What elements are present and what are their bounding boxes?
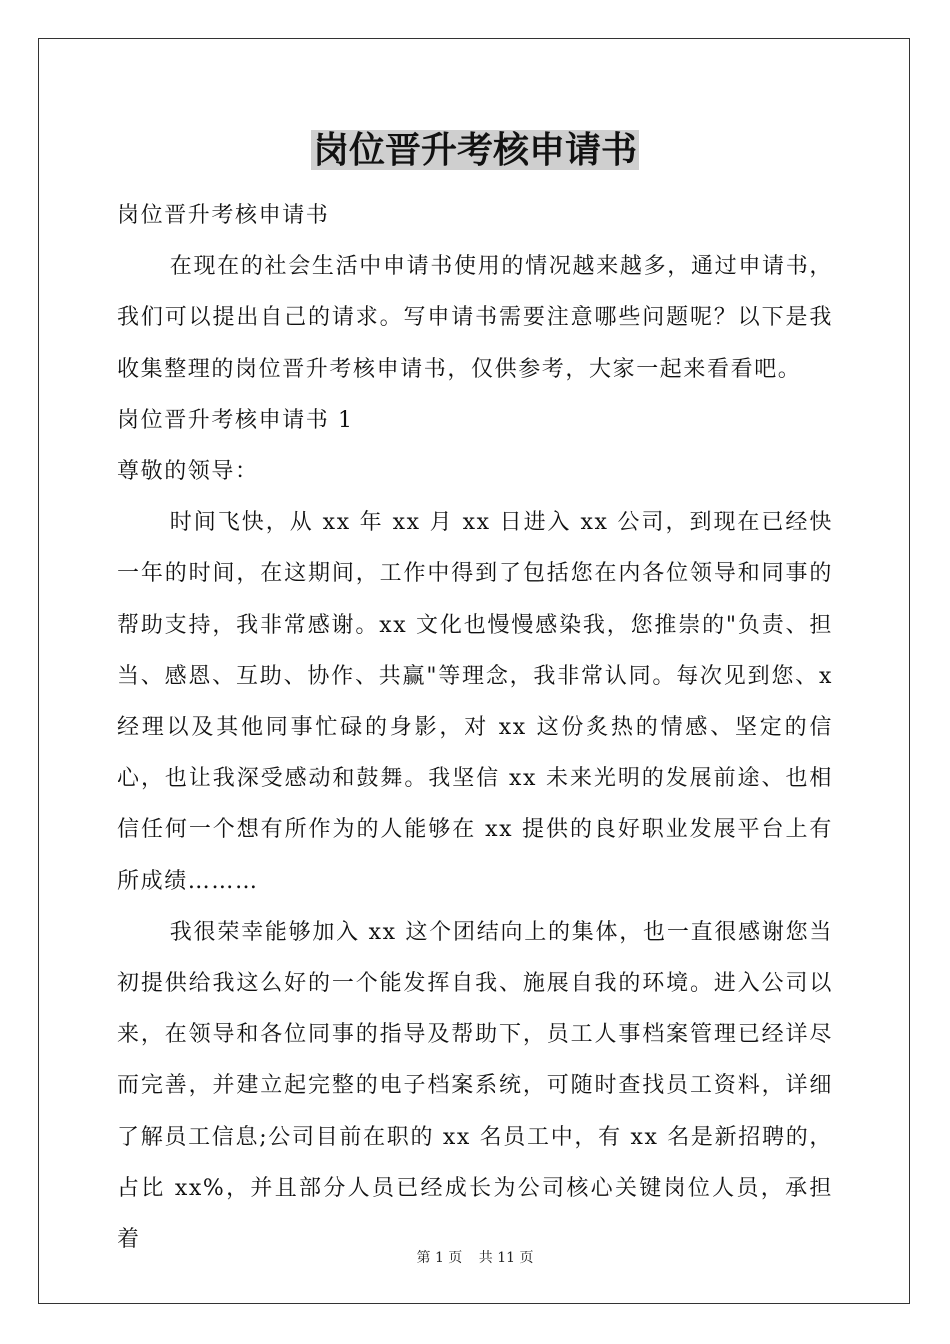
paragraph-body-1: 时间飞快，从 xx 年 xx 月 xx 日进入 xx 公司，到现在已经快一年的时间，在这期间，工作中得到了包括您在内各位领导和同事的帮助支持，我非常感谢。xx 文化也慢慢感染我，您推崇的"负责、担当、感恩、互助、协作、共赢"等理念，我非常认同。每次见到您、x 经理以及其他同事忙碌的身影，对 xx 这份炙热的情感、坚定的信心，也让我深受感动和鼓舞。我坚信 xx 未来光明的发展前途、也相信任何一个想有所作为的人能够在 xx 提供的良好职业发展平台上有所成绩……… <box>117 510 833 894</box>
document-body <box>117 120 833 1265</box>
paragraph-intro: 在现在的社会生活中申请书使用的情况越来越多，通过申请书，我们可以提出自己的请求。写申请书需要注意哪些问题呢？以下是我收集整理的岗位晋升考核申请书，仅供参考，大家一起来看看吧。 <box>117 254 833 382</box>
paragraph-body-2: 我很荣幸能够加入 xx 这个团结向上的集体，也一直很感谢您当初提供给我这么好的一个能发挥自我、施展自我的环境。进入公司以来，在领导和各位同事的指导及帮助下，员工人事档案管理已经详尽而完善，并建立起完整的电子档案系统，可随时查找员工资料，详细了解员工信息;公司目前在职的 xx 名员工中，有 xx 名是新招聘的，占比 xx%，并且部分人员已经成长为公司核心关键岗位人员，承担着 <box>117 919 833 1253</box>
page-number: 第 1 页 <box>416 1250 463 1266</box>
paragraph-section-heading: 岗位晋升考核申请书 1 <box>117 407 354 433</box>
page-total: 共 11 页 <box>478 1250 534 1266</box>
document-title <box>117 130 833 170</box>
document-title-text: 岗位晋升考核申请书 <box>312 129 637 171</box>
paragraph-subtitle: 岗位晋升考核申请书 <box>117 203 330 228</box>
paragraph-salutation: 尊敬的领导： <box>117 459 259 485</box>
page-footer <box>0 1247 950 1267</box>
